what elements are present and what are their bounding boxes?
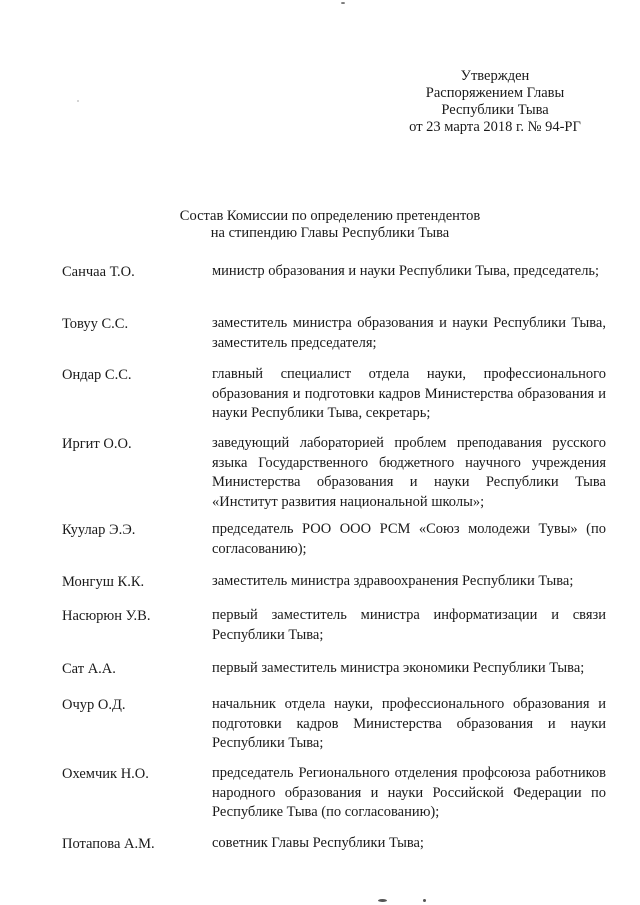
- scan-speck: [77, 100, 79, 102]
- member-role: первый заместитель министра экономики Республики Тыва;: [212, 660, 585, 676]
- scan-speck: [341, 2, 345, 4]
- approval-line-3: Республики Тыва: [441, 102, 549, 118]
- scan-speck: [378, 899, 387, 902]
- member-role: начальник отдела науки, профессионального образования и подготовки кадров Министерства образования и науки Республики Тыва;: [212, 696, 606, 751]
- member-name: Иргит О.О.: [62, 436, 132, 452]
- member-name: Насюрюн У.В.: [62, 608, 151, 624]
- approval-stamp-block: [400, 68, 590, 136]
- member-role: председатель РОО ООО РСМ «Союз молодежи Тувы» (по согласованию);: [212, 521, 606, 557]
- member-name: Очур О.Д.: [62, 697, 126, 713]
- member-role: главный специалист отдела науки, профессионального образования и подготовки кадров Министерства образования и науки Республики Тыва, секретарь;: [212, 366, 606, 421]
- title-line-2: на стипендию Главы Республики Тыва: [210, 225, 450, 241]
- document-title: [120, 208, 540, 242]
- member-name: Санчаа Т.О.: [62, 264, 135, 280]
- title-line-1: Состав Комиссии по определению претендентов: [179, 208, 481, 224]
- member-role: заместитель министра образования и науки Республики Тыва, заместитель председателя;: [212, 315, 606, 351]
- member-name: Монгуш К.К.: [62, 574, 145, 590]
- member-name: Потапова А.М.: [62, 836, 155, 852]
- member-name: Куулар Э.Э.: [62, 522, 136, 538]
- member-role: первый заместитель министра информатизации и связи Республики Тыва;: [212, 607, 606, 643]
- member-role: председатель Регионального отделения профсоюза работников народного образования и науки Российской Федерации по Республике Тыва (по согласованию);: [212, 765, 606, 820]
- approval-line-4: от 23 марта 2018 г. № 94-РГ: [409, 119, 581, 135]
- member-role: заведующий лабораторией проблем преподавания русского языка Государственного бюджетного научного учреждения Министерства образования и науки Республики Тыва «Институт развития национальной школы»;: [212, 435, 606, 510]
- scan-speck: [423, 899, 426, 902]
- member-name: Охемчик Н.О.: [62, 766, 149, 782]
- member-name: Товуу С.С.: [62, 316, 129, 332]
- approval-line-2: Распоряжением Главы: [425, 85, 565, 101]
- member-name: Ондар С.С.: [62, 367, 132, 383]
- approval-line-1: Утвержден: [460, 68, 530, 84]
- member-name: Сат А.А.: [62, 661, 116, 677]
- member-role: министр образования и науки Республики Тыва, председатель;: [212, 263, 600, 279]
- member-role: советник Главы Республики Тыва;: [212, 835, 424, 851]
- member-role: заместитель министра здравоохранения Республики Тыва;: [212, 573, 574, 589]
